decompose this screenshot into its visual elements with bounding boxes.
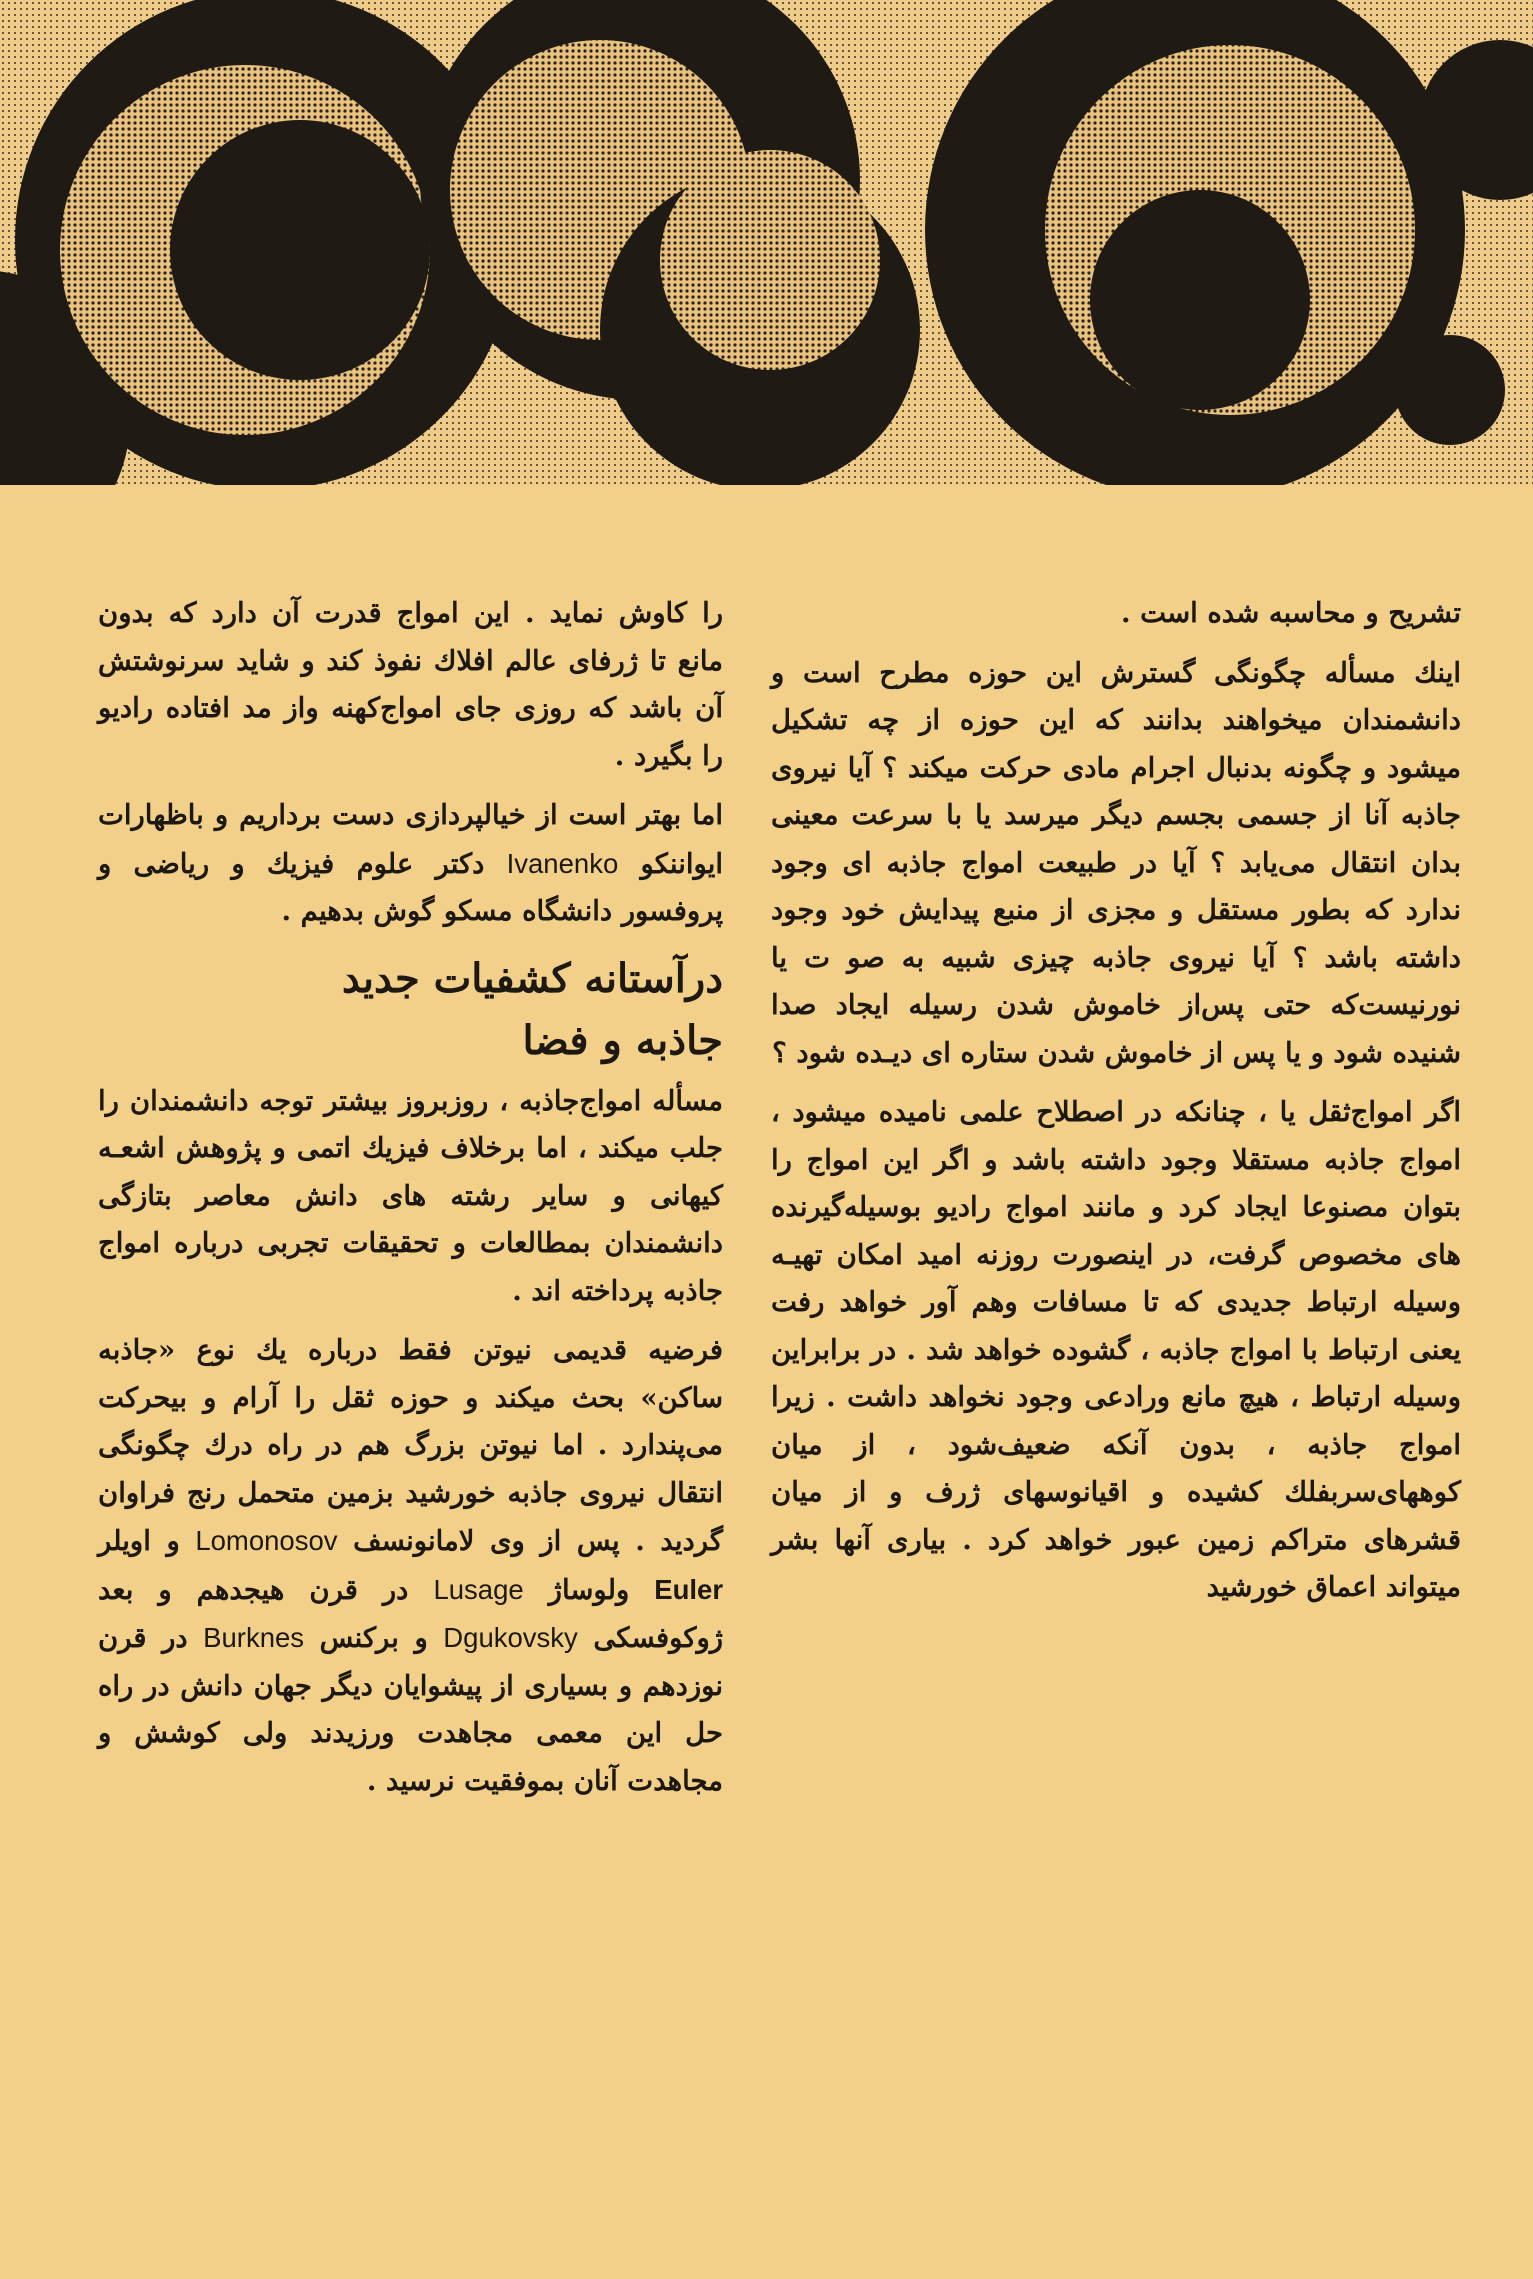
name-euler-fa: اویلر <box>98 1525 151 1557</box>
text-run: و <box>166 1525 180 1557</box>
text-run: دکتر علوم فیزیك و ریاضی و پروفسور دانشگاه مسکو گوش بدهیم . <box>98 847 723 927</box>
text-run: در قرن نوزدهم و بسیاری از پیشوایان دیگر جهان دانش در راه حل این معمی مجاهدت ورزیدند ولی کوشش و مجاهدت آنان بموفقیت نرسید . <box>98 1622 723 1797</box>
name-ivanenko-en: Ivanenko <box>506 847 619 879</box>
text-run: و <box>414 1622 428 1654</box>
name-lusage-en: Lusage <box>433 1573 524 1605</box>
paragraph <box>98 792 723 936</box>
article-column-left <box>98 590 723 1817</box>
decorative-banner <box>0 0 1533 485</box>
article-column-right <box>771 590 1461 1624</box>
abstract-circles-illustration <box>0 0 1533 485</box>
name-dgukovsky-en: Dgukovsky <box>443 1622 578 1653</box>
name-burknes-en: Burknes <box>203 1622 305 1653</box>
text-run: بزرگ هم در راه درك چگونگی انتقال نیروی جاذبه خورشید بزمین متحمل رنج فراوان گردید . پس از وی لامانونسف <box>98 1429 723 1557</box>
text-run: فقط درباره یك نوع «جاذبه ساکن» بحث میکند و حوزه ثقل را آرام و بیحرکت می‌پندارد . اما <box>98 1334 724 1461</box>
text-run: در قرن هیجدهم و بعد <box>98 1573 409 1606</box>
paragraph: را کاوش نماید . این امواج قدرت آن دارد که بدون مانع تا ژرفای عالم افلاك نفوذ کند و شاید سرنوشتش آن باشد که روزی جای امواج‌کهنه واز مد افتاده رادیو را بگیرد . <box>98 597 723 772</box>
name-ivanenko-fa: ایواننکو <box>640 847 723 880</box>
name-burknes-fa: برکنس <box>319 1622 399 1654</box>
paragraph <box>98 1327 723 1805</box>
paragraph: مسأله امواج‌جاذبه ، روزبروز بیشتر توجه دانشمندان را جلب میکند ، اما برخلاف فیزیك اتمی و پژوهش اشعـه کیهانی و سایر رشته های دانش معاصر بتازگی دانشمندان بمطالعات و تحقیقات تجربی درباره امواج جاذبه پرداخته اند . <box>98 1084 723 1307</box>
name-newton: نیوتن <box>479 1429 539 1461</box>
heading-line-1: درآستانه کشفیات جدید <box>341 954 723 1002</box>
text-run: فرضیه قدیمی <box>553 1334 724 1366</box>
name-lomonosov-en: Lomonosov <box>195 1525 338 1556</box>
paragraph: اینك مسأله چگونگی گسترش این حوزه مطرح است و دانشمندان میخواهند بدانند که این حوزه از چه تشکیل میشود و چگونه بدنبال اجرام مادی حرکت میکند ؟ آیا نیروی جاذبه آنا از جسمی بجسم دیگر میرسد یا با سرعت معینی بدان انتقال می‌یابد ؟ آیا در طبیعت امواج جاذبه ای وجود ندارد که بطور مستقل و مجزی از منبع پیدایش خود وجود داشته باشد ؟ آیا نیروی جاذبه چیزی شبیه به صو ت یا نورنیست‌که حتی پس‌از خاموش شدن رسیله ایجاد صدا شنیده شود و یا پس از خاموش شدن ستاره ای دیـده شود ؟ <box>771 656 1461 1069</box>
name-lusage-fa: ولوساژ <box>548 1573 630 1606</box>
name-euler-en: Euler <box>654 1573 724 1605</box>
name-dgukovsky-fa: ژوکوفسکی <box>593 1622 724 1654</box>
paragraph: تشریح و محاسبه شده است . <box>1120 597 1461 629</box>
name-newton: نیوتن <box>472 1334 532 1366</box>
heading-line-2: جاذبه و فضا <box>522 1016 723 1064</box>
paragraph: اگر امواج‌ثقل یا ، چنانکه در اصطلاح علمی نامیده میشود ، امواج جاذبه مستقلا وجود داشته باشد و اگر این امواج را بتوان مصنوعا ایجاد کرد و مانند امواج رادیو بوسیله‌گیرنده های مخصوص گرفت، در اینصورت روزنه امید امکان تهیـه وسیله ارتباط جدیدی که تا مسافات وهم آور خواهد رفت یعنی ارتباط با امواج جاذبه ، گشوده خواهد شد . در برابراین وسیله ارتباط ، هیچ مانع ورادعی وجود نخواهد داشت . زیرا امواج جاذبه ، بدون آنکه ضعیف‌شود ، از میان کوههای‌سربفلك کشیده و اقیانوسهای ژرف و از میان قشرهای متراکم زمین عبور خواهد کرد . بیاری آنها بشر میتواند اعماق خورشید <box>771 1096 1461 1603</box>
text-run: اما بهتر است از خیالپردازی دست برداریم و باظهارات <box>98 799 723 831</box>
section-heading <box>98 948 723 1072</box>
